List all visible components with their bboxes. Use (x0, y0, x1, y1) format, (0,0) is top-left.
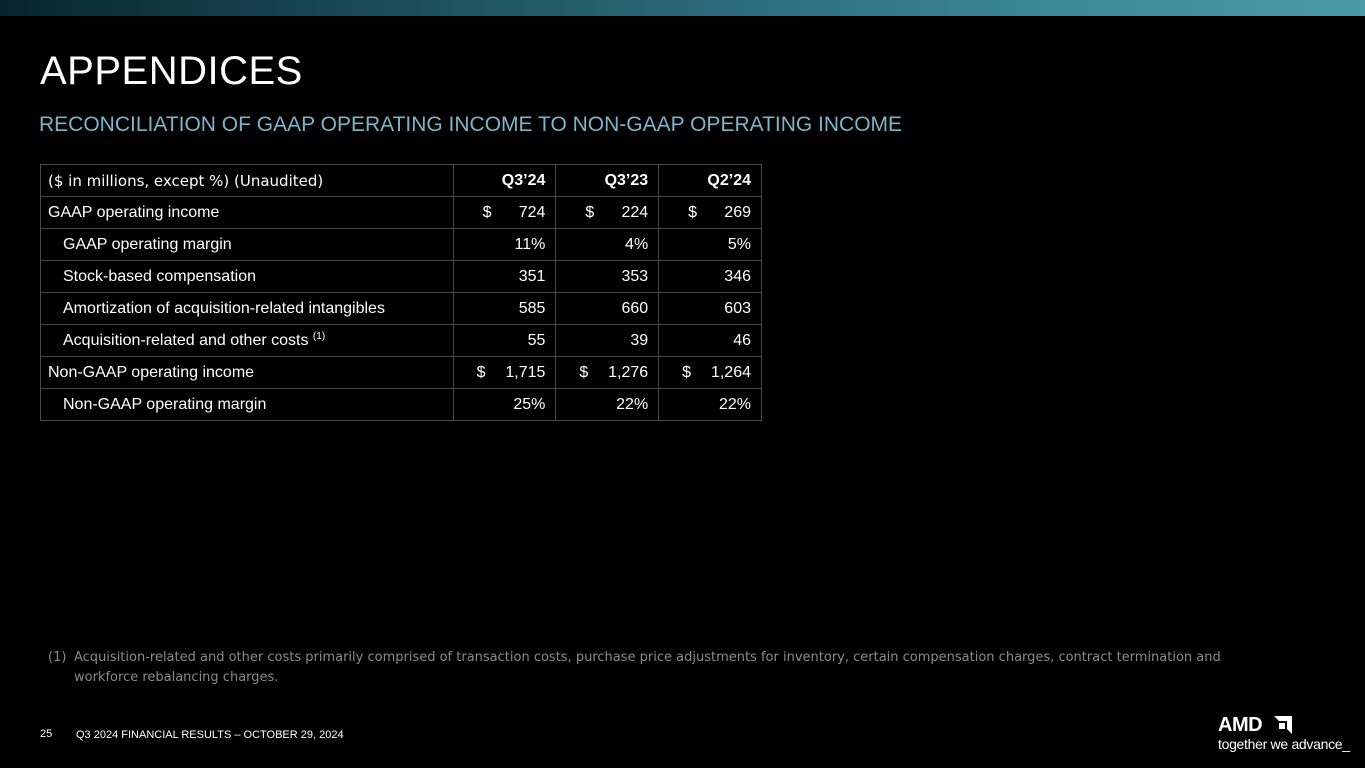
cell-value: 25% (453, 389, 556, 421)
cell-value (556, 357, 659, 389)
amd-logo (1218, 714, 1350, 754)
logo-tagline: together we advance_ (1218, 736, 1350, 752)
footnote-ref: (1) (312, 330, 326, 342)
page-number: 25 (40, 728, 53, 740)
page-title: APPENDICES (40, 49, 303, 93)
currency-symbol: $ (688, 203, 698, 221)
table-row (41, 389, 762, 421)
row-label: Non-GAAP operating income (41, 357, 454, 389)
value: 224 (621, 203, 649, 221)
cell-value: 46 (659, 325, 762, 357)
value: 1,276 (608, 363, 649, 381)
footnote (48, 648, 1278, 688)
reconciliation-table (40, 164, 762, 421)
cell-value (453, 357, 556, 389)
cell-value: 660 (556, 293, 659, 325)
cell-value: 11% (453, 229, 556, 261)
top-gradient-bar (0, 0, 1365, 16)
cell-value: 4% (556, 229, 659, 261)
table-row (41, 261, 762, 293)
currency-symbol: $ (585, 203, 595, 221)
cell-value: 39 (556, 325, 659, 357)
amd-arrow-icon (1274, 716, 1292, 734)
table-row (41, 325, 762, 357)
currency-symbol: $ (579, 363, 589, 381)
cell-value: 55 (453, 325, 556, 357)
cell-value: 22% (556, 389, 659, 421)
header-q2-24: Q2’24 (659, 165, 762, 197)
cell-value: 5% (659, 229, 762, 261)
cell-value (659, 357, 762, 389)
value: 1,715 (505, 363, 546, 381)
table-row (41, 293, 762, 325)
cell-value (556, 197, 659, 229)
cell-value: 22% (659, 389, 762, 421)
currency-symbol: $ (682, 363, 692, 381)
row-label: GAAP operating margin (41, 229, 454, 261)
table-row (41, 357, 762, 389)
table-row (41, 229, 762, 261)
header-q3-23: Q3’23 (556, 165, 659, 197)
cell-value (453, 197, 556, 229)
value: 269 (724, 203, 751, 221)
value: 1,264 (710, 363, 751, 381)
value: 724 (518, 203, 546, 221)
row-label: GAAP operating income (41, 197, 454, 229)
page-subtitle: RECONCILIATION OF GAAP OPERATING INCOME TO NON-GAAP OPERATING INCOME (39, 113, 903, 136)
cell-value (659, 197, 762, 229)
footnote-text: Acquisition-related and other costs primarily comprised of transaction costs, purchase price adjustments for inventory, certain compensation charges, contract termination and workforce rebalancing charges. (74, 650, 1221, 685)
row-label: Stock-based compensation (41, 261, 454, 293)
cell-value: 585 (453, 293, 556, 325)
footer-text: Q3 2024 FINANCIAL RESULTS – OCTOBER 29, 2024 (76, 729, 344, 741)
currency-symbol: $ (476, 363, 486, 381)
cell-value: 351 (453, 261, 556, 293)
row-label-text: Acquisition-related and other costs (63, 331, 309, 349)
row-label: Non-GAAP operating margin (41, 389, 454, 421)
header-q3-24: Q3’24 (453, 165, 556, 197)
cell-value: 603 (659, 293, 762, 325)
row-label: Amortization of acquisition-related intangibles (41, 293, 454, 325)
currency-symbol: $ (482, 203, 492, 221)
cell-value: 353 (556, 261, 659, 293)
header-label: ($ in millions, except %) (Unaudited) (41, 165, 454, 197)
cell-value: 346 (659, 261, 762, 293)
table-row (41, 197, 762, 229)
logo-wordmark: AMD (1218, 714, 1263, 736)
row-label (41, 325, 454, 357)
table-header-row (41, 165, 762, 197)
footnote-number: (1) (48, 650, 67, 665)
